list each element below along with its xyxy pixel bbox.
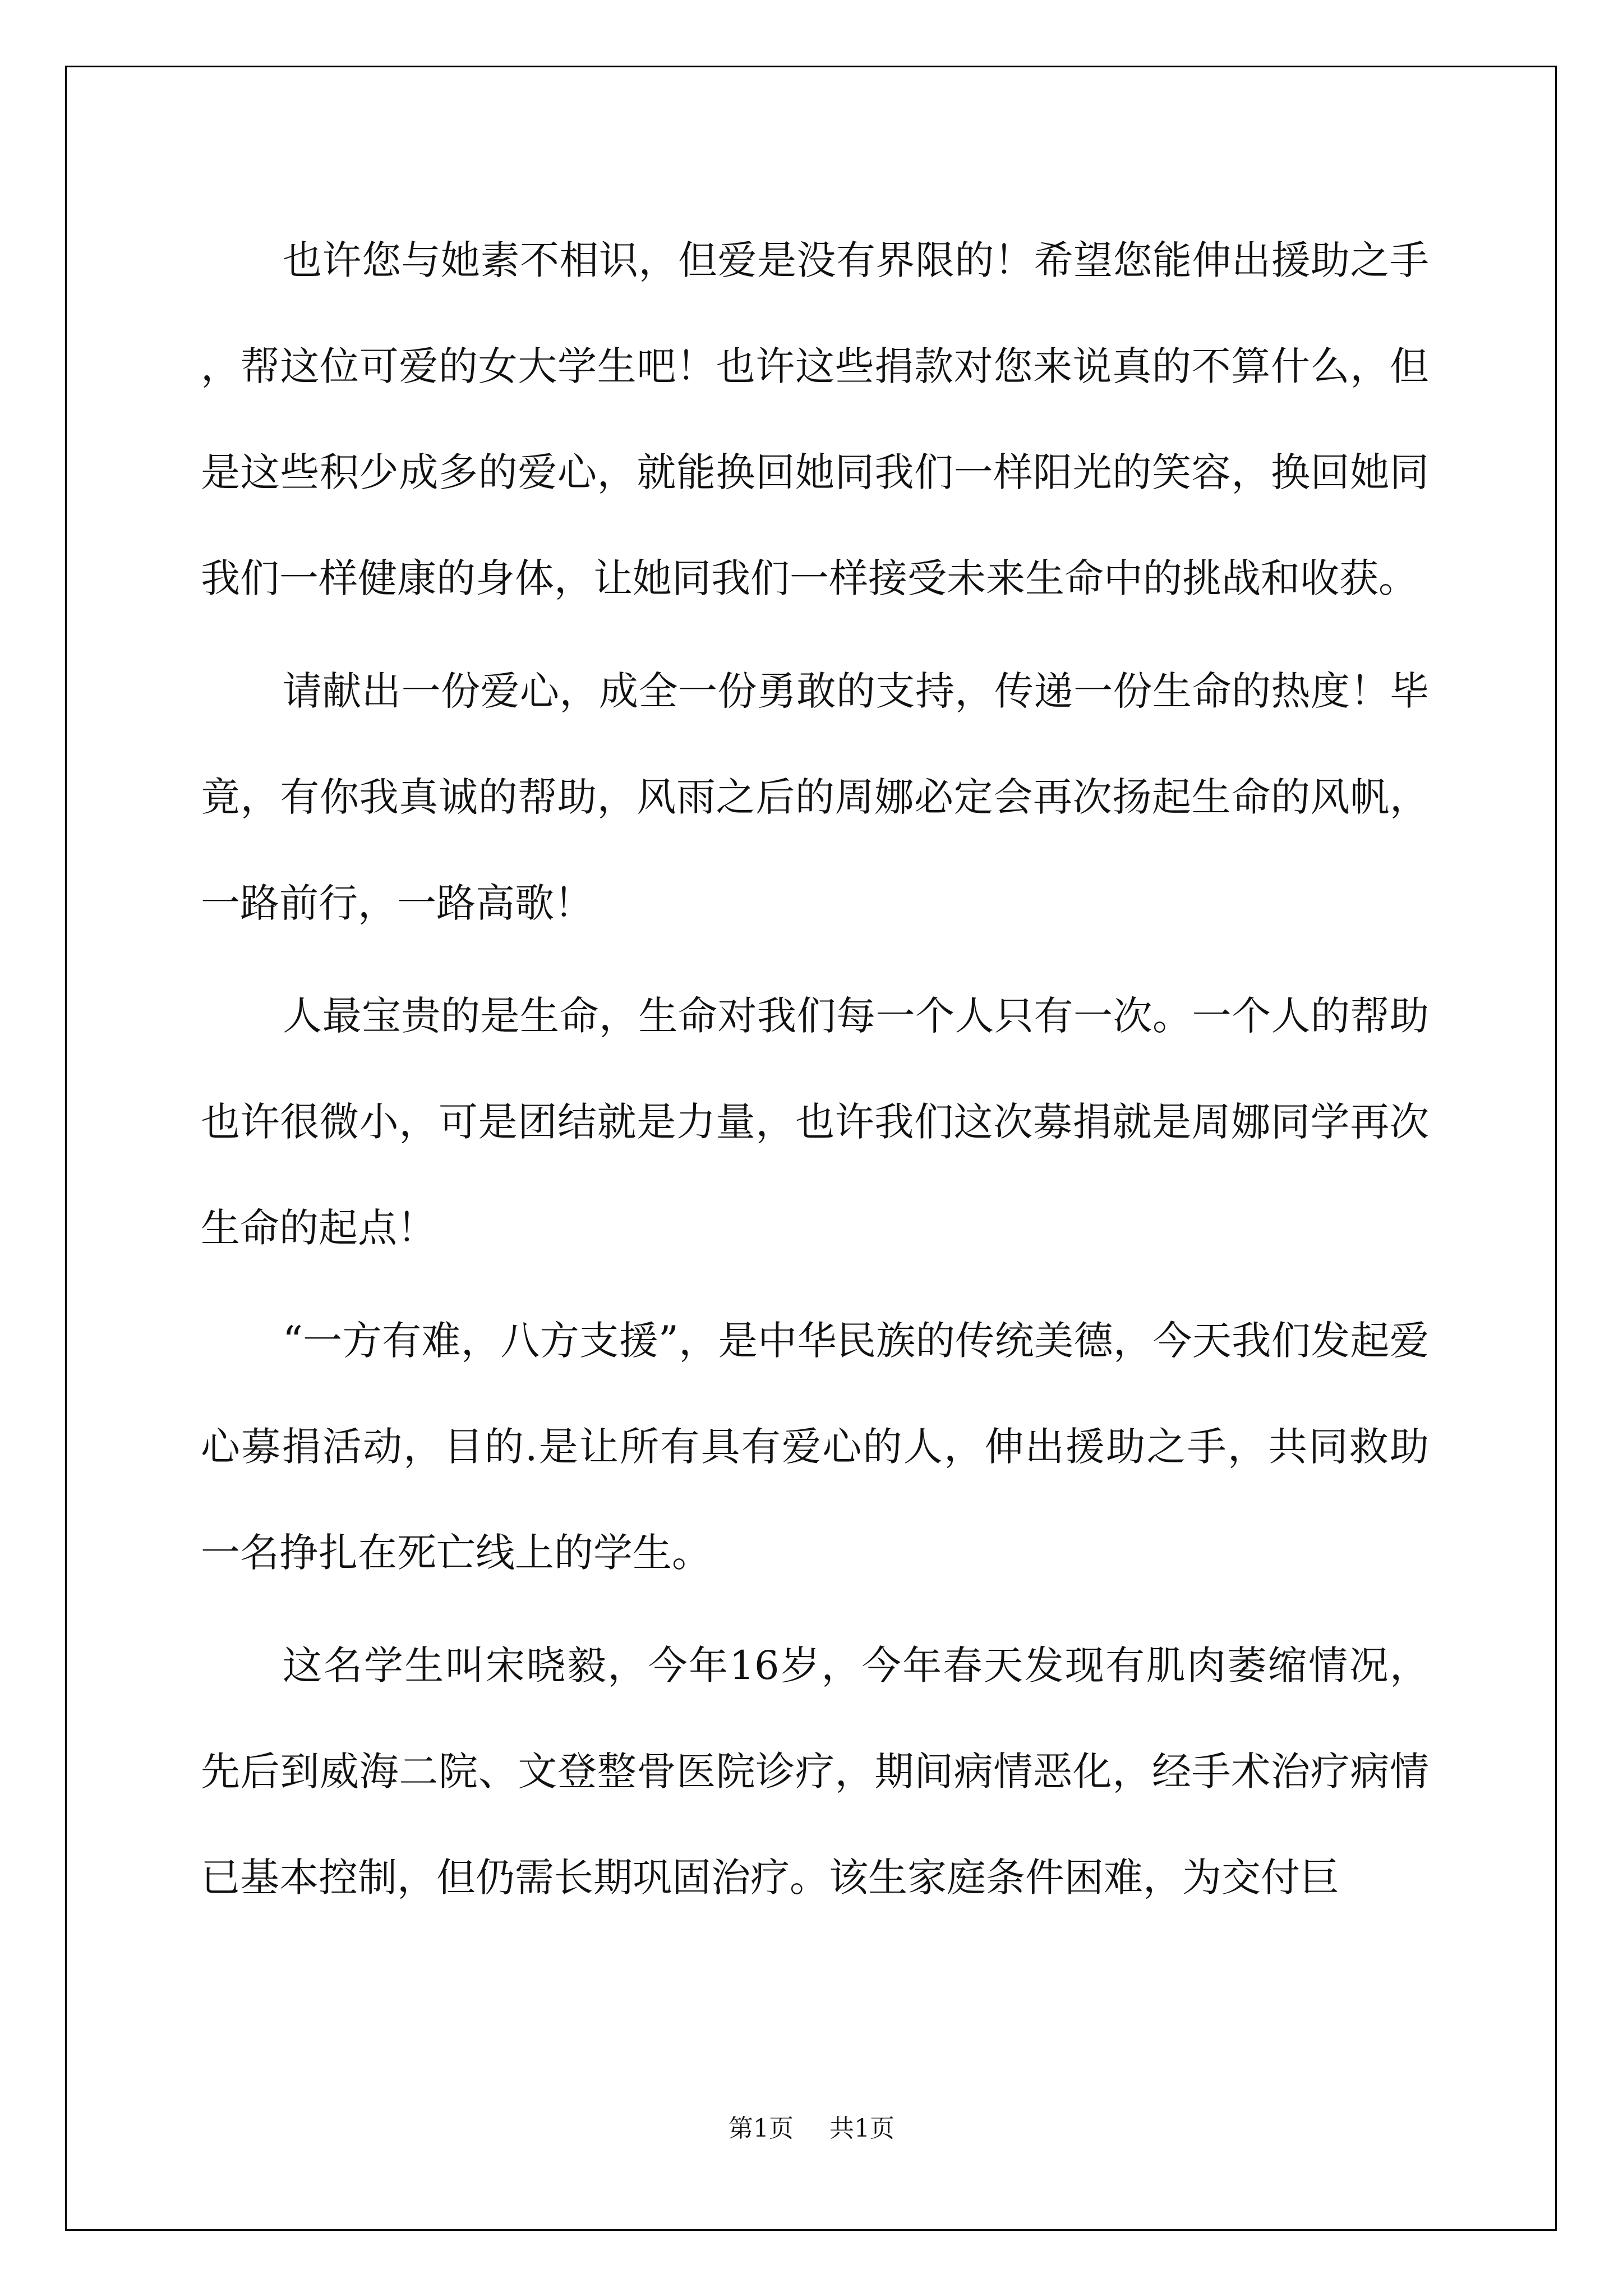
page-footer [0, 2108, 1623, 2144]
paragraph: 人最宝贵的是生命，生命对我们每一个人只有一次。一个人的帮助也许很微小，可是团结就是力量，也许我们这次募捐就是周娜同学再次生命的起点！ [201, 993, 1429, 1251]
paragraph: 请献出一份爱心，成全一份勇敢的支持，传递一份生命的热度！毕竟，有你我真诚的帮助，风雨之后的周娜必定会再次扬起生命的风帆，一路前行，一路高歌！ [201, 668, 1429, 926]
page-number-total: 共1页 [829, 2114, 895, 2143]
paragraph: “一方有难，八方支援”，是中华民族的传统美德，今天我们发起爱心募捐活动，目的.是让所有具有爱心的人，伸出援助之手，共同救助一名挣扎在死亡线上的学生。 [201, 1318, 1429, 1576]
page-number-current: 第1页 [728, 2114, 794, 2143]
paragraph: 也许您与她素不相识，但爱是没有界限的！希望您能伸出援助之手，帮这位可爱的女大学生吧！也许这些捐款对您来说真的不算什么，但是这些积少成多的爱心，就能换回她同我们一样阳光的笑容，换回她同我们一样健康的身体，让她同我们一样接受未来生命中的挑战和收获。 [201, 237, 1429, 601]
document-body [201, 208, 1429, 1931]
paragraph: 这名学生叫宋晓毅，今年16岁，今年春天发现有肌肉萎缩情况，先后到威海二院、文登整骨医院诊疗，期间病情恶化，经手术治疗病情已基本控制，但仍需长期巩固治疗。该生家庭条件困难，为交付巨 [201, 1642, 1429, 1901]
